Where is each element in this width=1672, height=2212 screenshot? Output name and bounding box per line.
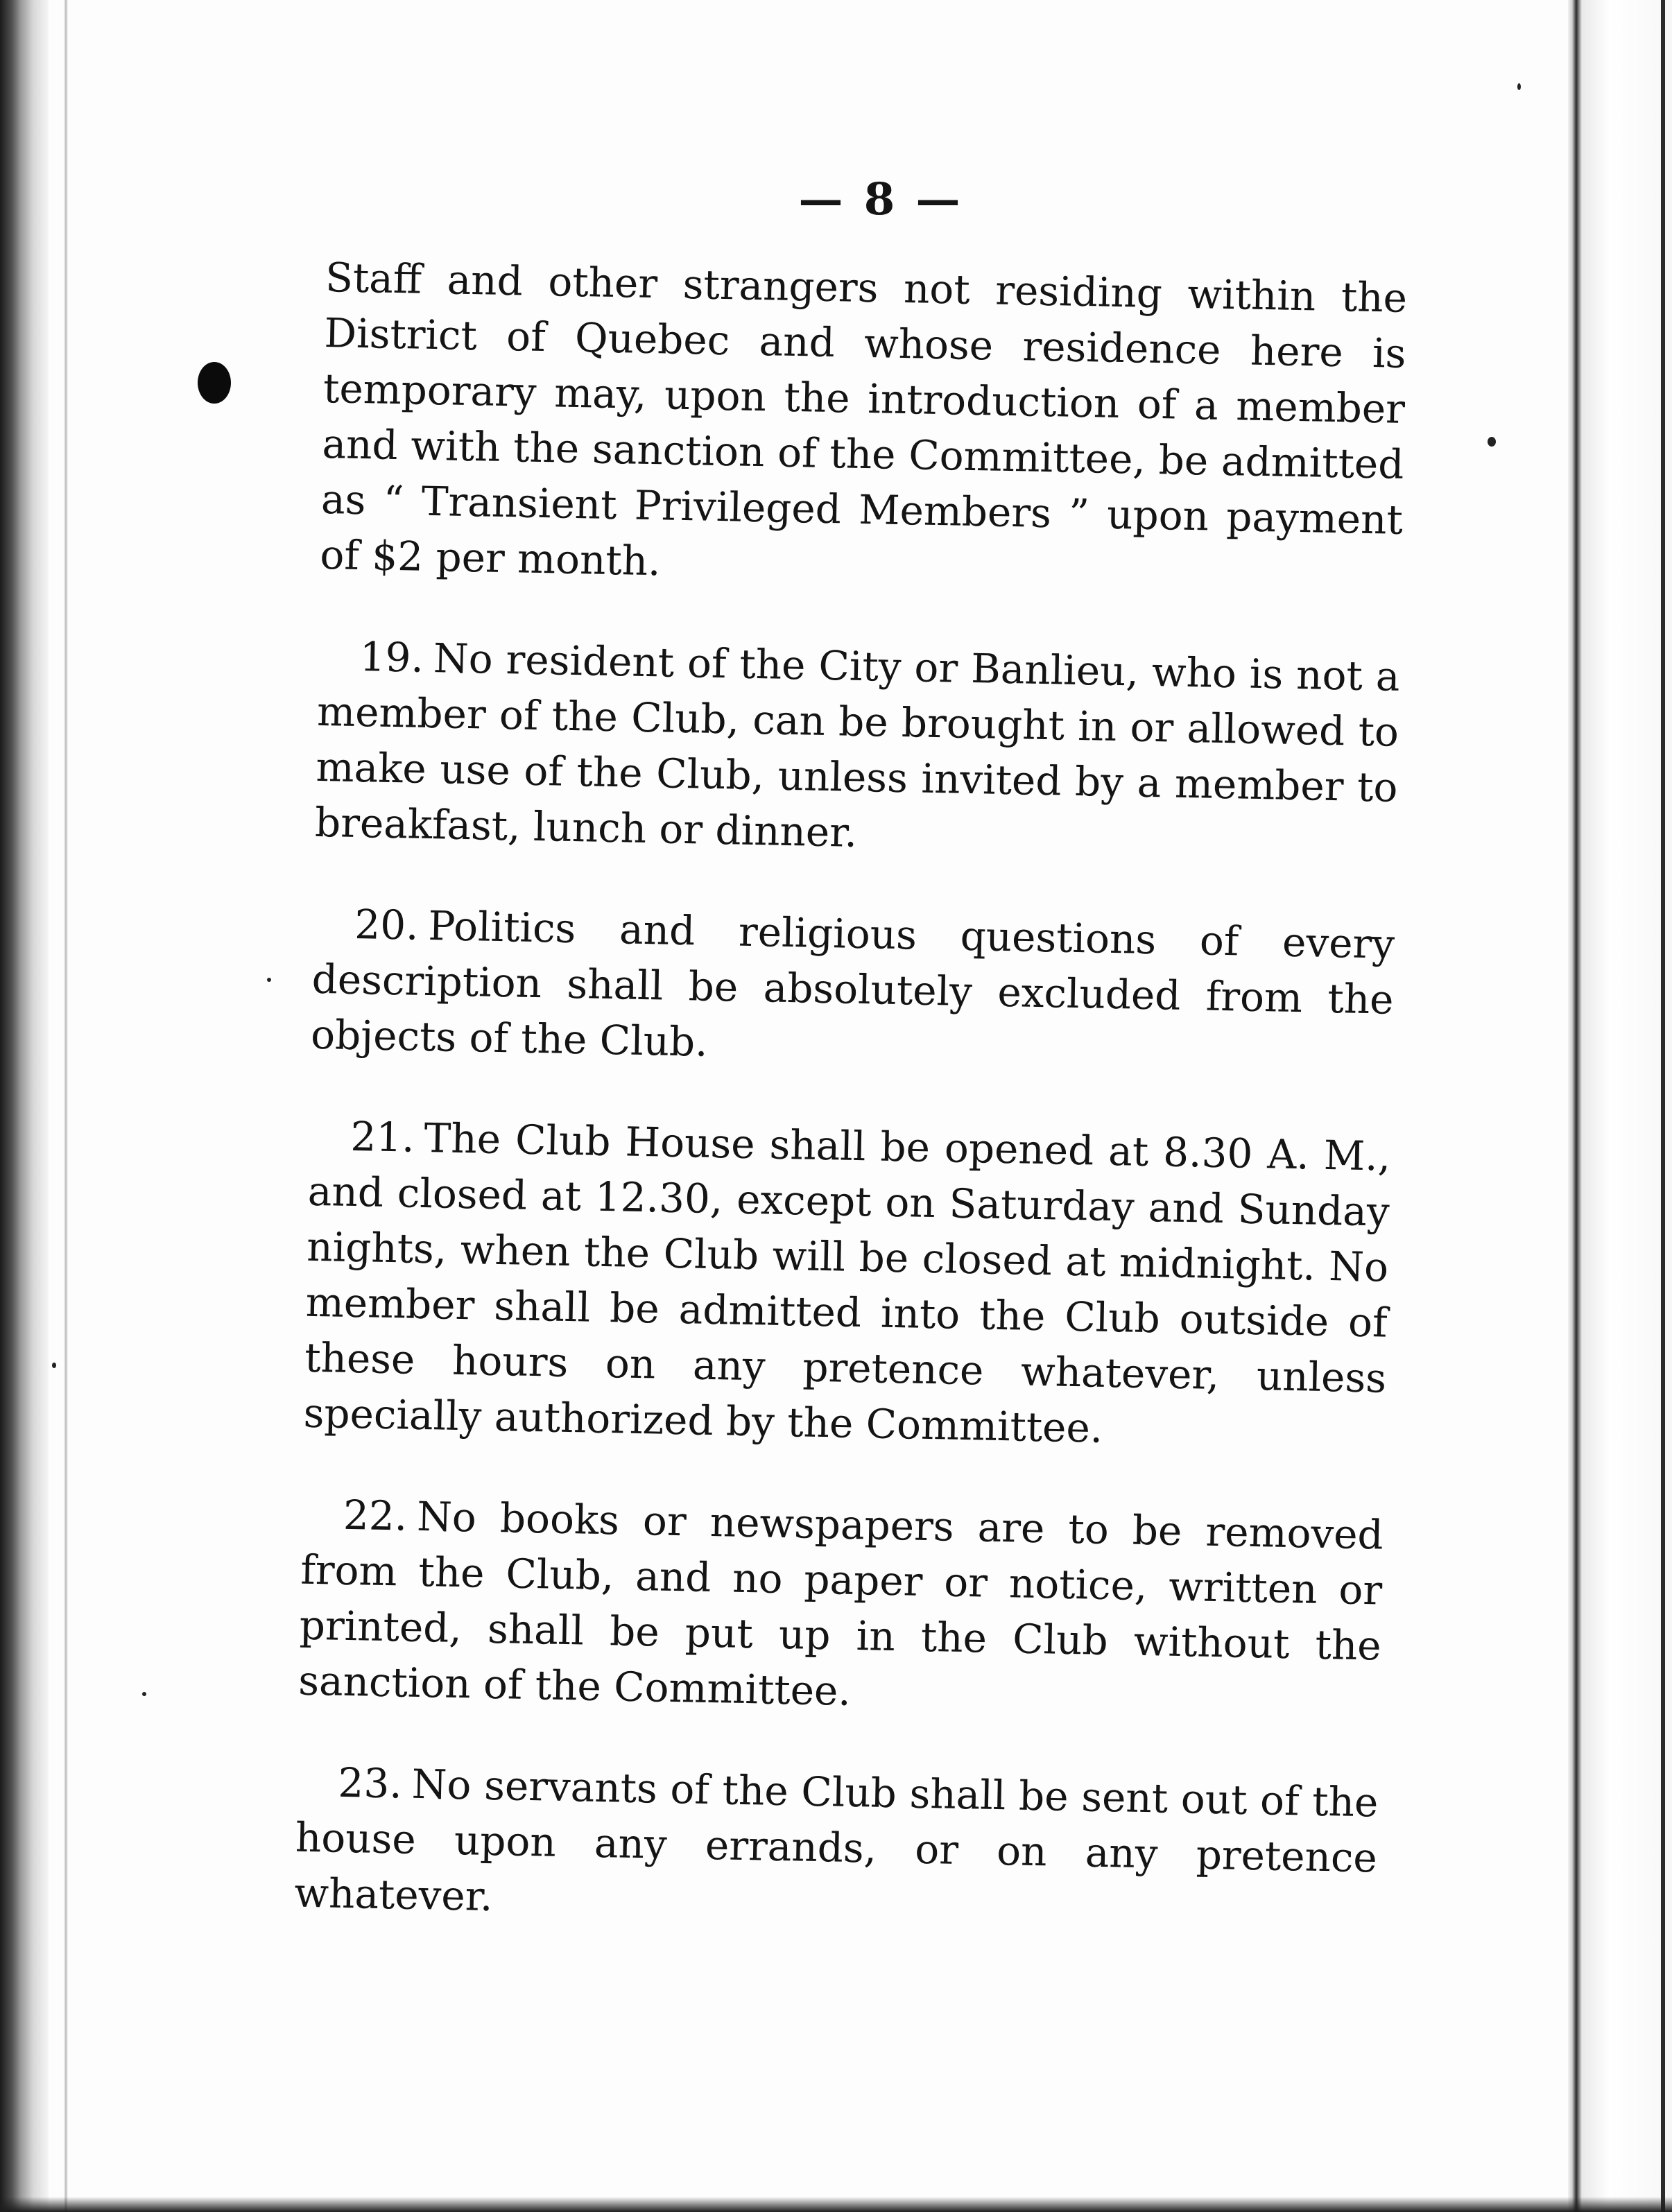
rule-20 bbox=[311, 896, 1395, 1083]
rule-text: Politics and religious questions of every description shall be absolutely excluded from the objects of the Club. bbox=[310, 902, 1395, 1066]
rule-text: The Club House shall be opened at 8.30 A. M., and closed at 12.30, except on Saturday and Sunday nights, when the Club will be closed at midnight. No member shall be admitted into the Club outside of these hours on any pretence whatever, unless specially authorized by the Committee. bbox=[303, 1114, 1391, 1452]
rule-number: 21. bbox=[350, 1112, 415, 1161]
rule-number: 23. bbox=[337, 1759, 403, 1808]
binding-crease bbox=[64, 0, 68, 2212]
paragraph-text: Staff and other strangers not residing within the District of Quebec and whose residence here is temporary may, upon the introduction of a member and with the sanction of the Committee, be admitted as “ Transient Privileged Members ” upon payment of $2 per month. bbox=[319, 253, 1408, 585]
scan-border-bottom bbox=[0, 2197, 1672, 2212]
paragraph-continued bbox=[320, 250, 1408, 603]
scan-speck bbox=[1488, 437, 1496, 447]
scan-speck bbox=[267, 978, 271, 982]
page-number: — 8 — bbox=[798, 173, 963, 225]
rule-number: 20. bbox=[354, 900, 420, 949]
rule-number: 19. bbox=[359, 633, 424, 682]
punch-hole-mark bbox=[198, 362, 231, 404]
page-edge-right bbox=[1568, 0, 1672, 2212]
rule-22 bbox=[298, 1487, 1384, 1729]
scan-speck bbox=[52, 1363, 56, 1368]
adjacent-page-edge bbox=[1661, 0, 1665, 2212]
rule-text: No resident of the City or Banlieu, who is not a member of the Club, can be brought in or allowed to make use of the Club, unless invited by a member to breakfast, lunch or dinner. bbox=[314, 634, 1401, 856]
rule-text: No servants of the Club shall be sent out of the house upon any errands, or on any pretence whatever. bbox=[293, 1760, 1379, 1921]
rule-19 bbox=[314, 628, 1400, 871]
rules-text-block bbox=[293, 250, 1407, 1987]
scan-speck bbox=[142, 1692, 146, 1696]
rule-23 bbox=[294, 1754, 1379, 1942]
binding-shadow-left bbox=[0, 0, 49, 2212]
scan-speck bbox=[1517, 83, 1521, 90]
rule-text: No books or newspapers are to be removed from the Club, and no paper or notice, written or printed, shall be put up in the Club without the sanction of the Committee. bbox=[298, 1492, 1384, 1715]
rule-number: 22. bbox=[343, 1491, 408, 1540]
rule-21 bbox=[303, 1108, 1391, 1462]
